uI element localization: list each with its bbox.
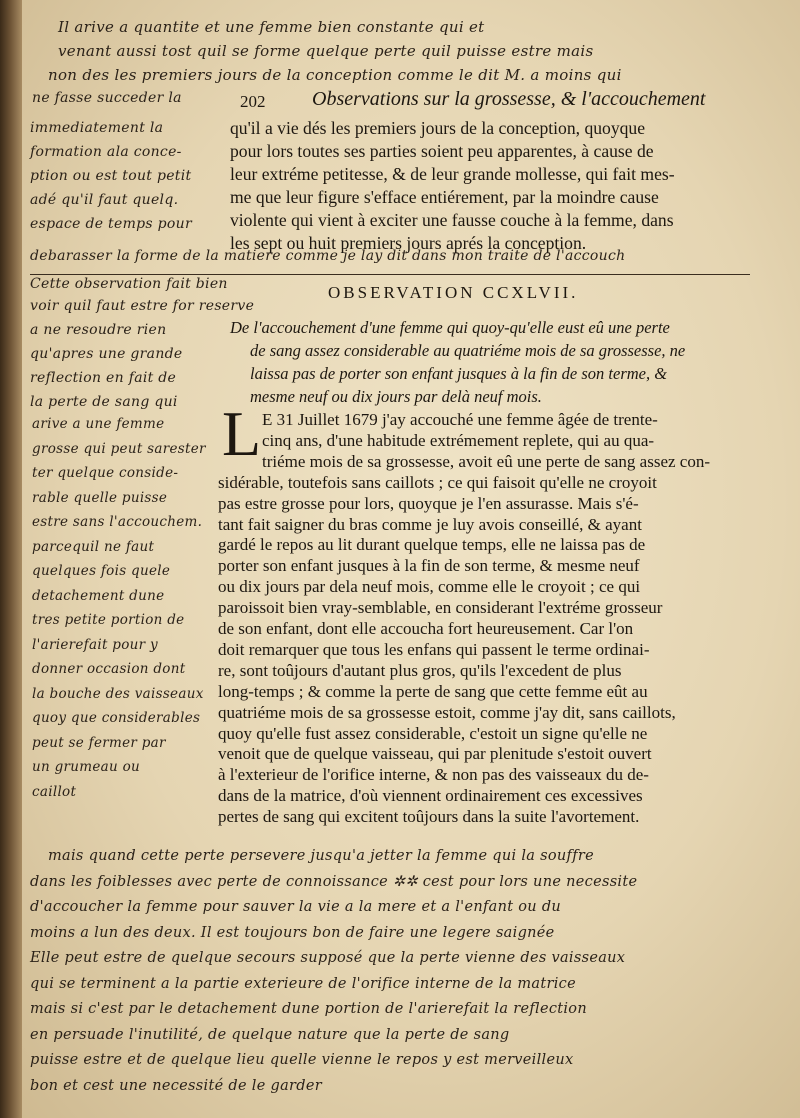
margin-note: Cette observation fait bien (30, 276, 228, 292)
margin-note: caillot (32, 783, 77, 800)
text-line: tant fait saigner du bras comme je luy avois conseillé, & ayant (218, 514, 642, 534)
text-line: re, sont toûjours d'autant plus gros, qu'ils l'excedent de plus (218, 660, 622, 680)
margin-note: qu'apres une grande (30, 346, 183, 362)
text-line: paroissoit bien vray-semblable, en considerant l'extréme grosseur (218, 598, 663, 618)
margin-note: estre sans l'accouchem. (32, 514, 203, 530)
text-line: venoit que de quelque vaisseau, qui par plenitude s'estoit ouvert (218, 744, 652, 764)
book-gutter (0, 0, 22, 1118)
margin-note: a ne resoudre rien (30, 322, 167, 338)
handwritten-line: ne fasse succeder la (32, 90, 182, 106)
section-rule (30, 274, 750, 275)
text-line: à l'exterieur de l'orifice interne, & non pas des vaisseaux du de- (218, 765, 649, 785)
handwritten-line: venant aussi tost quil se forme quelque perte quil puisse estre mais (58, 42, 594, 60)
text-line: les sept ou huit premiers jours aprés la conception. (230, 233, 587, 253)
margin-note: adé qu'il faut quelq. (30, 192, 179, 208)
handwritten-line: debarasser la forme de la matiere comme je lay dit dans mon traite de l'accouch (30, 248, 626, 264)
text-line: de son enfant, dont elle accoucha fort heureusement. Car l'on (218, 619, 634, 638)
margin-note: la perte de sang qui (30, 394, 178, 410)
text-line: E 31 Juillet 1679 j'ay accouché une femme âgée de trente- (262, 410, 658, 429)
observation-heading: OBSERVATION CCXLVII. (328, 283, 579, 302)
margin-note: ter quelque conside- (32, 465, 179, 481)
text-line: pertes de sang qui excitent toûjours dans la suite l'avortement. (218, 807, 640, 827)
text-line: long-temps ; & comme la perte de sang que cette femme eût au (218, 681, 648, 701)
margin-note: grosse qui peut sarester (32, 440, 206, 457)
text-line: De l'accouchement d'une femme qui quoy-qu'elle eust eû une perte (230, 318, 670, 337)
drop-cap: L (222, 398, 262, 469)
margin-note: formation ala conce- (30, 144, 182, 160)
text-line: gardé le repos au lit durant quelque temps, elle ne laissa pas de (218, 535, 646, 555)
handwritten-line: bon et cest une necessité de le garder (30, 1077, 322, 1094)
margin-note: l'arierefait pour y (32, 636, 158, 653)
margin-note: peut se fermer par (32, 734, 166, 751)
text-line: doit remarquer que tous les enfans qui passent le terme ordinai- (218, 639, 650, 659)
handwritten-line: puisse estre et de quelque lieu quelle vienne le repos y est merveilleux (30, 1052, 574, 1068)
margin-note: ption ou est tout petit (30, 168, 192, 184)
text-line: de sang assez considerable au quatriéme mois de sa grossesse, ne (250, 341, 686, 360)
page-number: 202 (240, 92, 266, 111)
margin-note: donner occasion dont (32, 661, 186, 677)
margin-note: reflection en fait de (30, 370, 177, 386)
margin-note: rable quelle puisse (32, 489, 168, 506)
margin-note: la bouche des vaisseaux (32, 685, 204, 702)
text-line: mesme neuf ou dix jours par delà neuf mois. (250, 387, 542, 406)
text-line: porter son enfant jusques à la fin de son terme, & mesme neuf (218, 556, 640, 576)
running-title: Observations sur la grossesse, & l'accouchement (312, 88, 706, 110)
margin-note: espace de temps pour (30, 216, 192, 232)
margin-note: un grumeau ou (32, 759, 141, 775)
text-line: triéme mois de sa grossesse, avoit eû une perte de sang assez con- (262, 451, 710, 471)
handwritten-line: moins a lun des deux. Il est toujours bon de faire une legere saignée (30, 924, 555, 941)
handwritten-line: en persuade l'inutilité, de quelque nature que la perte de sang (30, 1026, 510, 1043)
handwritten-line: dans les foiblesses avec perte de connoissance ✲✲ cest pour lors une necessite (30, 873, 638, 890)
handwritten-line: Il arive a quantite et une femme bien constante qui et (58, 18, 485, 36)
handwritten-line: Elle peut estre de quelque secours supposé que la perte vienne des vaisseaux (30, 950, 626, 966)
margin-note: arive a une femme (32, 416, 165, 432)
text-line: leur extréme petitesse, & de leur grande mollesse, qui fait mes- (230, 164, 675, 184)
margin-note: tres petite portion de (32, 612, 185, 628)
margin-note: parcequil ne faut (32, 538, 155, 555)
text-line: quoy qu'elle fust assez considerable, c'estoit un signe qu'elle ne (218, 723, 648, 743)
text-line: pas estre grosse pour lors, quoyque je l'en assurasse. Mais s'é- (218, 493, 639, 513)
text-line: dans de la matrice, d'où viennent ordinairement ces excessives (218, 786, 643, 806)
margin-note: voir quil faut estre for reserve (30, 298, 255, 314)
margin-note: immediatement la (30, 120, 164, 136)
text-line: sidérable, toutefois sans caillots ; ce qui faisoit qu'elle ne croyoit (218, 472, 657, 492)
text-line: quatriéme mois de sa grossesse estoit, comme j'ay dit, sans caillots, (218, 702, 676, 722)
handwritten-line: d'accoucher la femme pour sauver la vie a la mere et a l'enfant ou du (30, 899, 562, 915)
handwritten-line: mais quand cette perte persevere jusqu'a jetter la femme qui la souffre (48, 848, 594, 864)
handwritten-line: non des les premiers jours de la conception comme le dit M. a moins qui (48, 66, 622, 84)
text-line: qu'il a vie dés les premiers jours de la conception, quoyque (230, 118, 646, 138)
text-line: violente qui vient à exciter une fausse couche à la femme, dans (230, 210, 674, 230)
margin-note: quelques fois quele (32, 563, 171, 579)
text-line: cinq ans, d'une habitude extrémement replete, qui au qua- (262, 430, 655, 450)
handwritten-line: mais si c'est par le detachement dune portion de l'arierefait la reflection (30, 1001, 587, 1017)
handwritten-line: qui se terminent a la partie exterieure de l'orifice interne de la matrice (30, 975, 576, 992)
text-line: laissa pas de porter son enfant jusques à la fin de son terme, & (250, 364, 668, 383)
text-line: ou dix jours par dela neuf mois, comme elle le croyoit ; ce qui (218, 577, 641, 597)
margin-note: detachement dune (32, 587, 165, 604)
text-line: pour lors toutes ses parties soient peu apparentes, à cause de (230, 141, 654, 161)
text-line: me que leur figure s'efface entiérement, par la moindre cause (230, 187, 659, 207)
margin-note: quoy que considerables (32, 710, 201, 726)
